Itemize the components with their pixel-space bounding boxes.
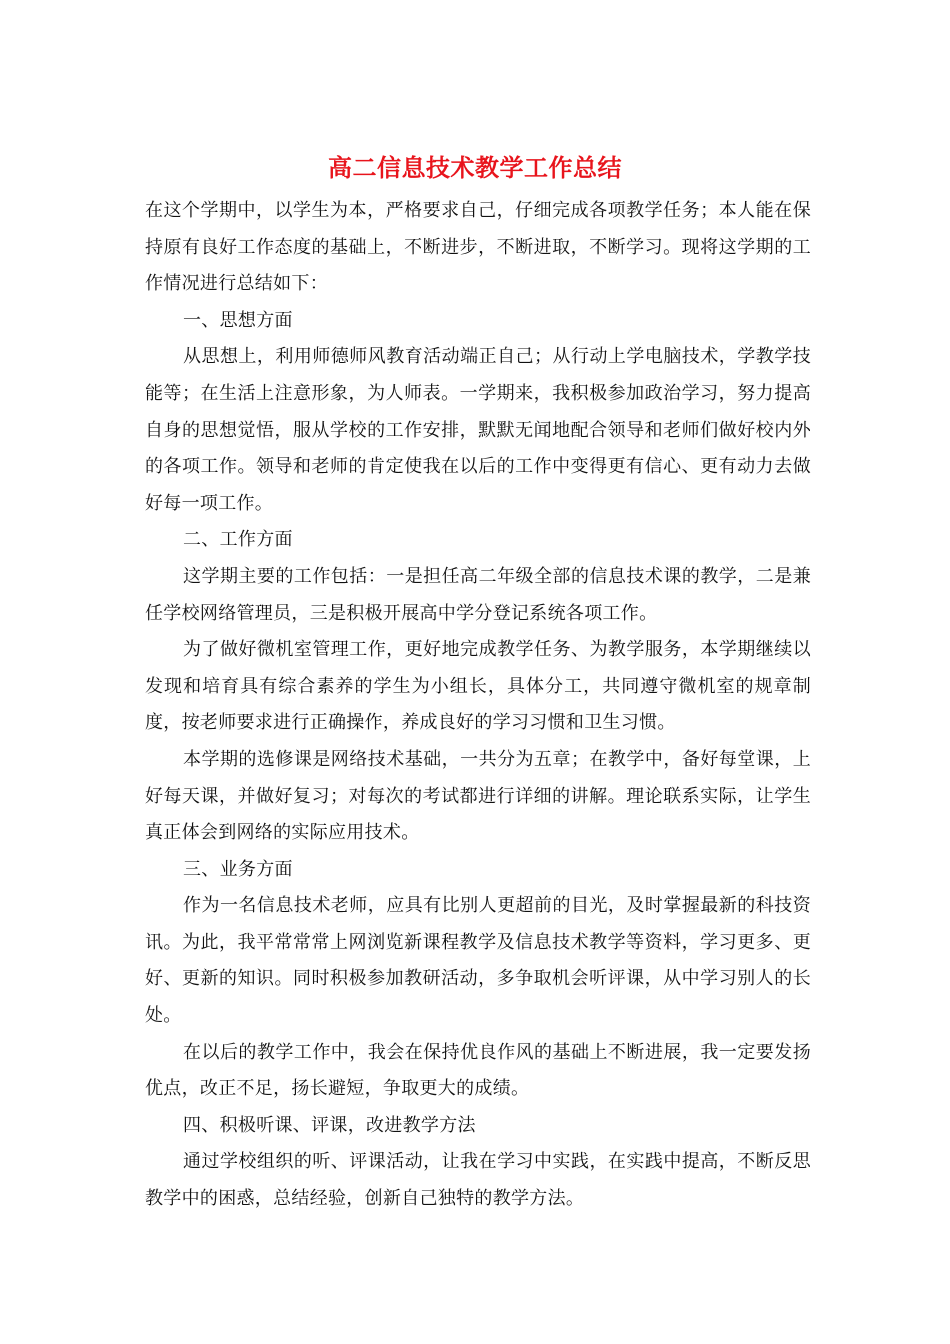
paragraph-work-lab: 为了做好微机室管理工作，更好地完成教学任务、为教学服务，本学期继续以发现和培育具有综合素养的学生为小组长，具体分工，共同遵守微机室的规章制度，按老师要求进行正确操作，养成良好的学习习惯和卫生习惯。 <box>145 639 811 734</box>
heading-business: 三、业务方面 <box>183 858 293 880</box>
paragraph-work-elective: 本学期的选修课是网络技术基础，一共分为五章；在教学中，备好每堂课，上好每天课，并做好复习；对每次的考试都进行详细的讲解。理论联系实际，让学生真正体会到网络的实际应用技术。 <box>145 748 811 844</box>
document-body <box>145 193 811 1218</box>
paragraph-thought: 从思想上，利用师德师风教育活动端正自己；从行动上学电脑技术，学教学技能等；在生活上注意形象，为人师表。一学期来，我积极参加政治学习，努力提高自身的思想觉悟，服从学校的工作安排，默默无闻地配合领导和老师们做好校内外的各项工作。领导和老师的肯定使我在以后的工作中变得更有信心、更有动力去做好每一项工作。 <box>145 346 811 514</box>
heading-work: 二、工作方面 <box>183 529 293 551</box>
document-title: 高二信息技术教学工作总结 <box>328 153 622 182</box>
paragraph-future: 在以后的教学工作中，我会在保持优良作风的基础上不断进展，我一定要发扬优点，改正不足，扬长避短，争取更大的成绩。 <box>145 1041 811 1100</box>
paragraph-lesson-review: 通过学校组织的听、评课活动，让我在学习中实践，在实践中提高，不断反思教学中的困惑，总结经验，创新自己独特的教学方法。 <box>145 1151 811 1210</box>
paragraph-work-duties: 这学期主要的工作包括：一是担任高二年级全部的信息技术课的教学，二是兼任学校网络管理员，三是积极开展高中学分登记系统各项工作。 <box>145 565 811 624</box>
paragraph-intro: 在这个学期中，以学生为本，严格要求自己，仔细完成各项教学任务；本人能在保持原有良好工作态度的基础上，不断进步，不断进取，不断学习。现将这学期的工作情况进行总结如下： <box>145 200 811 295</box>
heading-lesson-review: 四、积极听课、评课，改进教学方法 <box>183 1114 476 1136</box>
paragraph-business: 作为一名信息技术老师，应具有比别人更超前的目光，及时掌握最新的科技资讯。为此，我平常常常上网浏览新课程教学及信息技术教学等资料，学习更多、更好、更新的知识。同时积极参加教研活动，多争取机会听评课，从中学习别人的长处。 <box>145 895 811 1027</box>
heading-thought: 一、思想方面 <box>183 309 293 331</box>
